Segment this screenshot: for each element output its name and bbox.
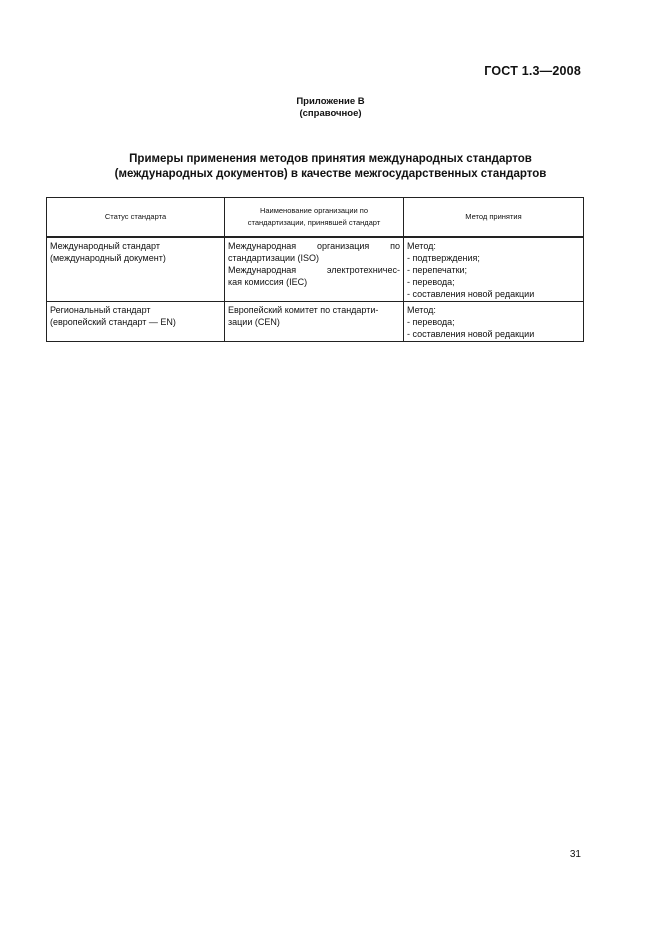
- header-status: Статус стандарта: [47, 198, 225, 238]
- cell-line: Региональный стандарт: [50, 305, 151, 315]
- title-line-2: (международных документов) в качестве межгосударственных стандартов: [114, 168, 547, 180]
- cell-line: Метод:: [407, 241, 436, 251]
- cell-line: - перевода;: [407, 317, 455, 327]
- cell-line: Международная организация по: [228, 241, 400, 251]
- cell-line: Международный стандарт: [50, 241, 160, 251]
- cell-method: [404, 302, 584, 342]
- cell-status: [47, 237, 225, 302]
- standards-table: [46, 197, 584, 342]
- cell-line: - подтверждения;: [407, 253, 480, 263]
- title-line-1: Примеры применения методов принятия международных стандартов: [129, 153, 532, 165]
- header-org-line-1: Наименование организации по: [259, 206, 369, 215]
- cell-line: Европейский комитет по стандарти-: [228, 305, 379, 315]
- cell-line: стандартизации (ISO): [228, 253, 320, 263]
- table-row: [47, 302, 584, 342]
- cell-status: [47, 302, 225, 342]
- appendix-heading: [0, 96, 661, 120]
- appendix-type: (справочное): [299, 108, 362, 119]
- cell-line: - составления новой редакции: [407, 289, 535, 299]
- cell-line: Метод:: [407, 305, 436, 315]
- header-org-line-2: стандартизации, принявшей стандарт: [247, 218, 381, 227]
- cell-line: (международный документ): [50, 253, 166, 263]
- cell-line: - составления новой редакции: [407, 329, 535, 339]
- document-code: ГОСТ 1.3—2008: [484, 64, 581, 78]
- header-organization: [225, 198, 404, 238]
- appendix-label: Приложение В: [296, 96, 365, 107]
- cell-organization: [225, 302, 404, 342]
- table-row: [47, 237, 584, 302]
- cell-line: кая комиссия (IEC): [228, 277, 308, 287]
- cell-line: - перепечатки;: [407, 265, 468, 275]
- header-method: Метод принятия: [404, 198, 584, 238]
- cell-method: [404, 237, 584, 302]
- cell-line: (европейский стандарт — EN): [50, 317, 176, 327]
- cell-line: - перевода;: [407, 277, 455, 287]
- cell-line: зации (CEN): [228, 317, 280, 327]
- cell-organization: [225, 237, 404, 302]
- document-title: [60, 152, 601, 182]
- table-header-row: [47, 198, 584, 238]
- cell-line: Международная электротехничес-: [228, 265, 400, 275]
- page-number: 31: [569, 849, 581, 860]
